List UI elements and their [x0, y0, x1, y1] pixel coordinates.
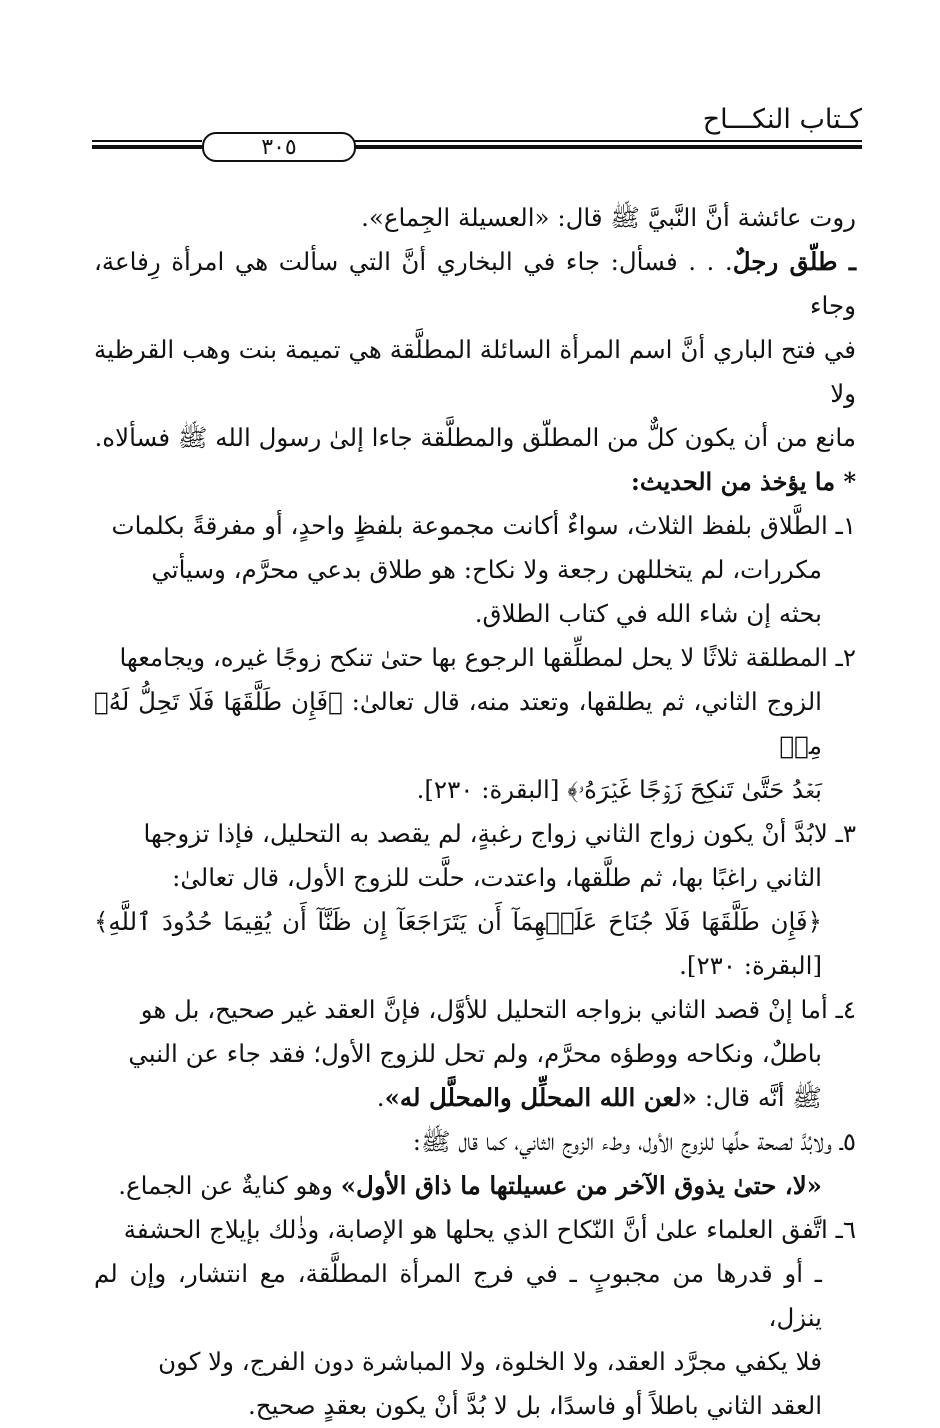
intro-line-2-bold: ـ طلّق رجلٌ	[732, 247, 857, 276]
item-3-line-3: ﴿فَإِن طَلَّقَهَا فَلَا جُنَاحَ عَلَيۡهِمَآ أَن يَتَرَاجَعَآ إِن ظَنَّآ أَن يُقِيمَا حُدُودَ ٱللَّهِ﴾ [البقرة: ٢٣٠].	[94, 907, 822, 980]
rule-right-thin	[354, 140, 862, 142]
running-title: كـتاب النكـــاح	[702, 104, 862, 135]
item-5-line-2	[94, 1164, 856, 1208]
list-item-4	[94, 988, 856, 1120]
item-5-line-2-post: وهو كنايةٌ عن الجماع.	[118, 1171, 333, 1200]
page-body	[94, 196, 856, 1428]
header-rule	[92, 132, 862, 160]
item-6-line-3: فلا يكفي مجرَّد العقد، ولا الخلوة، ولا المباشرة دون الفرج، ولا كون	[158, 1347, 822, 1376]
item-6-line-4: العقد الثاني باطلاً أو فاسدًا، بل لا بُدَّ أنْ يكون بعقدٍ صحيح.	[247, 1391, 822, 1420]
item-6-line-1: ٦ـ اتَّفق العلماء علىٰ أنَّ النّكاح الذي يحلها هو الإصابة، وذٰلك بإيلاج الحشفة	[123, 1215, 856, 1244]
item-5-line-1: ٥ـ ولابُدَّ لصحة حلِّها للزوج الأول، وطء الزوج الثاني، كما قال ﷺ:	[412, 1127, 856, 1156]
item-2-line-3: بَعۡدُ حَتَّىٰ تَنكِحَ زَوۡجًا غَيۡرَهُۥ﴾ [البقرة: ٢٣٠].	[416, 775, 822, 804]
intro-line-3: في فتح الباري أنَّ اسم المرأة السائلة المطلَّقة هي تميمة بنت وهب القرظية ولا	[94, 335, 856, 408]
item-3-line-1: ٣ـ لابُدَّ أنْ يكون زواج الثاني زواج رغبةٍ، لم يقصد به التحليل، فإذا تزوجها	[143, 819, 856, 848]
intro-paragraph	[94, 196, 856, 460]
list-item-6	[94, 1208, 856, 1428]
intro-line-4: مانع من أن يكون كلٌّ من المطلّق والمطلَّقة جاءا إلىٰ رسول الله ﷺ فسألاه.	[94, 423, 856, 452]
item-4-line-3-post: .	[376, 1083, 385, 1112]
item-2-line-2: الزوج الثاني، ثم يطلقها، وتعتد منه، قال تعالىٰ: ﴿فَإِن طَلَّقَهَا فَلَا تَحِلُّ لَهُۥ مِنۢ	[94, 687, 822, 760]
list-item-2	[94, 636, 856, 812]
item-1-line-1: ١ـ الطَّلاق بلفظ الثلاث، سواءٌ أكانت مجموعة بلفظٍ واحدٍ، أو مفرقةً بكلمات	[111, 511, 856, 540]
item-4-line-2: باطلٌ، ونكاحه ووطؤه محرَّم، ولم تحل للزوج الأول؛ فقد جاء عن النبي	[128, 1039, 822, 1068]
section-heading: * ما يؤخذ من الحديث:	[631, 467, 856, 496]
intro-line-1: روت عائشة أنَّ النَّبيَّ ﷺ قال: «العسيلة الجِماع».	[361, 203, 856, 232]
item-1-line-2: مكررات، لم يتخللهن رجعة ولا نكاح: هو طلاق بدعي محرَّم، وسيأتي	[151, 555, 822, 584]
item-4-line-3	[94, 1076, 856, 1120]
intro-line-2	[94, 240, 856, 328]
page-number-text: ٣٠٥	[261, 134, 297, 160]
item-1-line-3: بحثه إن شاء الله في كتاب الطلاق.	[474, 599, 822, 628]
item-3-line-2: الثاني راغبًا بها، ثم طلَّقها، واعتدت، حلَّت للزوج الأول، قال تعالىٰ:	[172, 863, 822, 892]
item-5-hadith-quote: «لا، حتىٰ يذوق الآخر من عسيلتها ما ذاق الأول»	[340, 1171, 822, 1200]
item-2-line-1: ٢ـ المطلقة ثلاثًا لا يحل لمطلِّقها الرجوع بها حتىٰ تنكح زوجًا غيره، ويجامعها	[119, 643, 856, 672]
list-item-1	[94, 504, 856, 636]
item-4-hadith-quote: «لعن الله المحلِّل والمحلَّل له»	[384, 1083, 698, 1112]
rule-left-thin	[92, 140, 202, 142]
rule-right-thick	[354, 145, 862, 149]
list-item-3	[94, 812, 856, 988]
intro-line-2-text: . . . فسأل: جاء في البخاري أنَّ التي سألت هي امرأة رِفاعة، وجاء	[94, 247, 856, 320]
item-4-line-1: ٤ـ أما إنْ قصد الثاني بزواجه التحليل للأوَّل، فإنَّ العقد غير صحيح، بل هو	[140, 995, 856, 1024]
list-item-5	[94, 1120, 856, 1208]
item-4-line-3-pre: ﷺ أنَّه قال:	[704, 1083, 822, 1112]
item-6-line-2: ـ أو قدرها من مجبوبٍ ـ في فرج المرأة المطلَّقة، مع انتشار، وإن لم ينزل،	[94, 1259, 822, 1332]
page-number	[202, 132, 356, 162]
rule-left-thick	[92, 145, 202, 149]
